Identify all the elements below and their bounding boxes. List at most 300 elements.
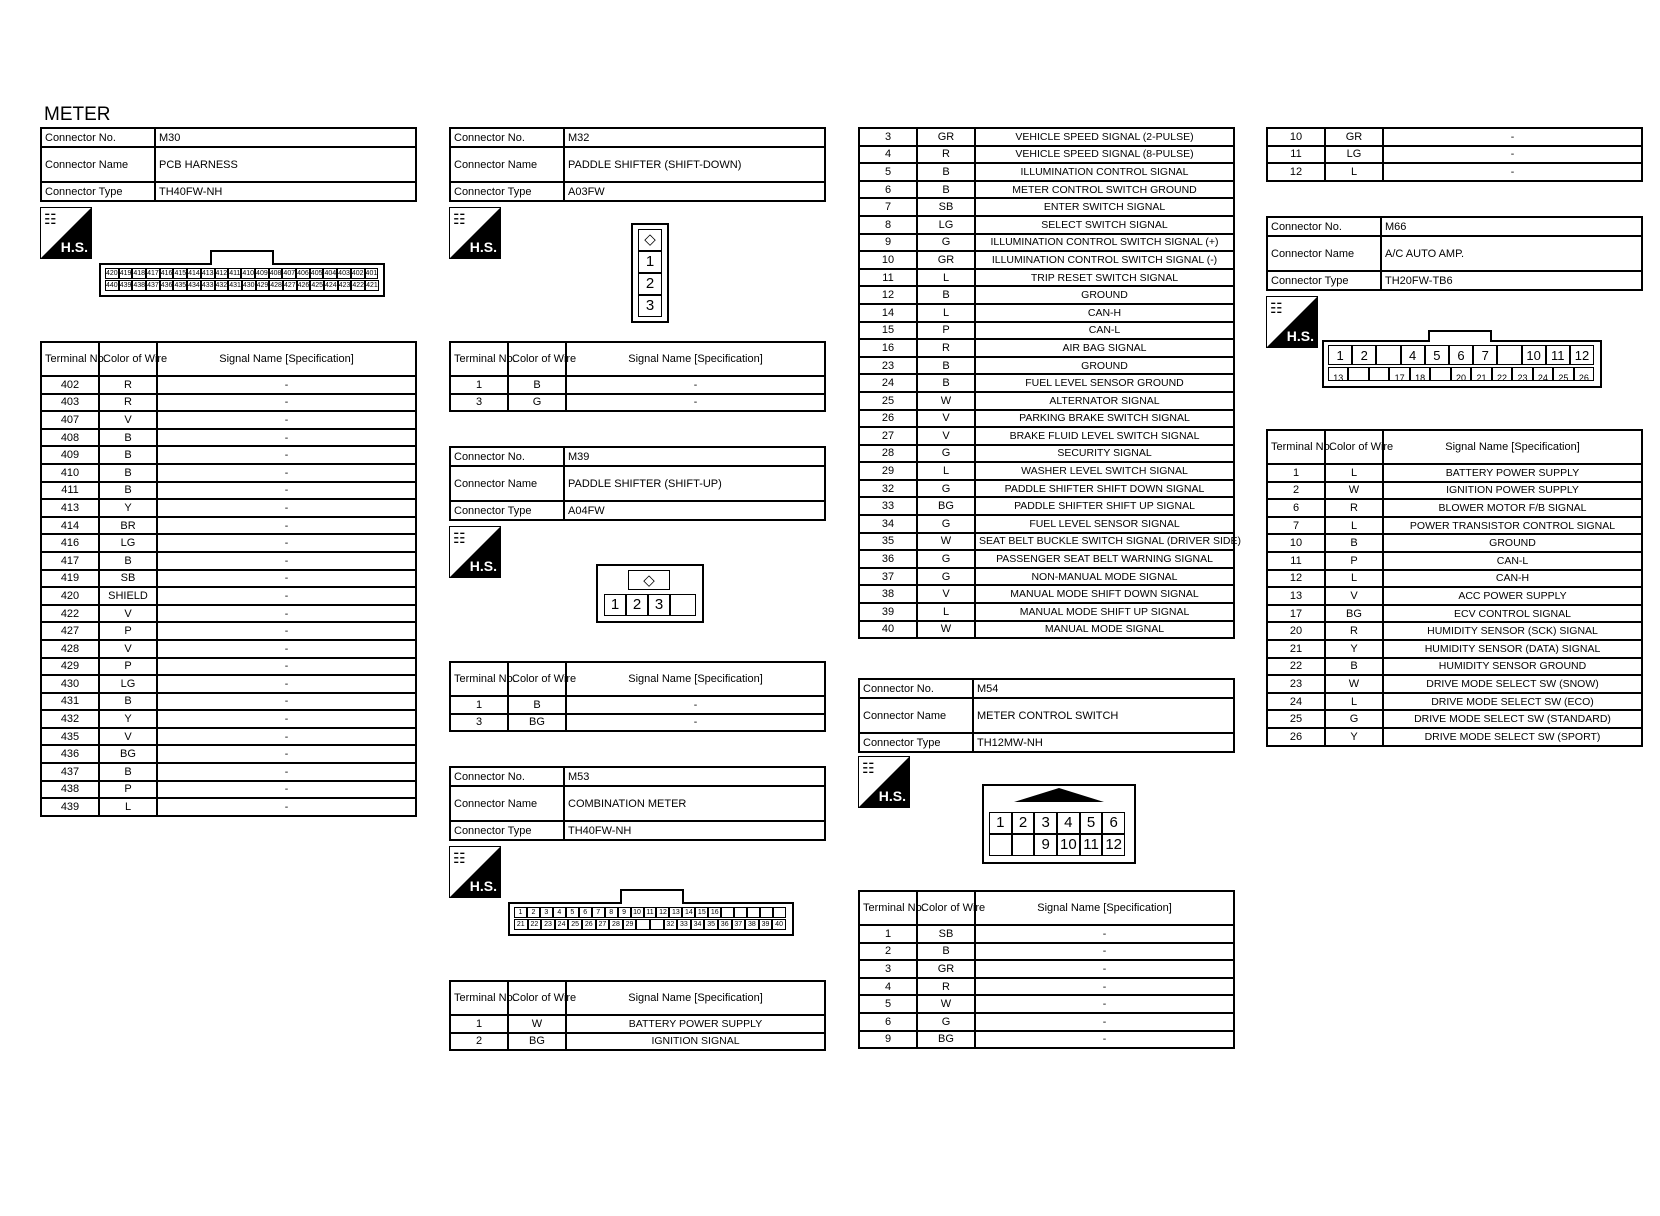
table-row — [450, 696, 825, 714]
harness-side-icon: ☷ H.S. — [449, 207, 501, 259]
table-row — [859, 128, 1234, 146]
table-row — [1267, 640, 1642, 658]
table-row — [859, 995, 1234, 1013]
pin: 401 — [365, 270, 378, 277]
table-row — [1267, 570, 1642, 588]
table-row — [859, 925, 1234, 943]
pin: 417 — [147, 270, 159, 277]
pin: 429 — [256, 282, 269, 289]
table-row — [41, 781, 416, 799]
table-row — [859, 515, 1234, 533]
signal-name: - — [157, 570, 416, 588]
signal-name: ECV CONTROL SIGNAL — [1383, 605, 1642, 623]
pin: 4 — [553, 907, 566, 918]
pin: 29 — [623, 919, 637, 930]
terminal-no: 416 — [41, 534, 99, 552]
terminal-no: 2 — [1267, 482, 1325, 500]
terminal-no-header: Terminal No. — [450, 662, 508, 696]
terminal-table-m66 — [1266, 429, 1643, 747]
wire-color: BG — [1325, 605, 1383, 623]
pin: 21 — [1471, 367, 1491, 381]
pin: 32 — [664, 919, 678, 930]
wire-color: G — [917, 550, 975, 568]
signal-name: - — [157, 394, 416, 412]
signal-name: AIR BAG SIGNAL — [975, 339, 1234, 357]
pin: 2 — [527, 907, 540, 918]
wire-color: BG — [917, 497, 975, 515]
harness-side-icon: ☷ H.S. — [449, 526, 501, 578]
terminal-no: 25 — [859, 392, 917, 410]
signal-name: - — [566, 714, 825, 732]
wire-color: GR — [917, 128, 975, 146]
pin: 11 — [644, 907, 657, 918]
terminal-no: 402 — [41, 376, 99, 394]
terminal-table-m53-continued — [858, 127, 1241, 639]
connector-face-m32 — [631, 223, 669, 323]
connector-info-m39 — [449, 446, 826, 521]
pin: 4 — [1401, 345, 1425, 365]
pin — [1430, 367, 1450, 381]
terminal-no: 27 — [859, 427, 917, 445]
terminal-no: 38 — [859, 585, 917, 603]
pin: 404 — [324, 270, 337, 277]
pin: 421 — [366, 282, 378, 289]
table-row — [859, 445, 1234, 463]
table-row — [41, 763, 416, 781]
signal-name: - — [157, 587, 416, 605]
pin: 11 — [1546, 345, 1570, 365]
signal-name: CAN-H — [975, 304, 1234, 322]
signal-name: VEHICLE SPEED SIGNAL (2-PULSE) — [975, 128, 1234, 146]
terminal-no: 420 — [41, 587, 99, 605]
pin: 12 — [1570, 345, 1594, 365]
connector-name-label: Connector Name — [859, 698, 973, 733]
pin: 24 — [555, 919, 569, 930]
signal-name: SECURITY SIGNAL — [975, 445, 1234, 463]
table-row — [1267, 675, 1642, 693]
wire-color: R — [1325, 499, 1383, 517]
pin: 409 — [256, 270, 268, 277]
signal-name: MANUAL MODE SHIFT UP SIGNAL — [975, 603, 1234, 621]
table-row — [859, 1031, 1234, 1049]
pin: 407 — [283, 270, 296, 277]
key-marker — [1014, 788, 1104, 802]
pin: 17 — [1389, 367, 1409, 381]
pin: 20 — [1451, 367, 1471, 381]
terminal-no: 3 — [450, 394, 508, 412]
terminal-no: 11 — [1267, 552, 1325, 570]
terminal-no: 7 — [1267, 517, 1325, 535]
terminal-no: 10 — [1267, 534, 1325, 552]
pin: 1 — [638, 251, 662, 273]
pin: 24 — [1533, 367, 1553, 381]
wire-color: B — [917, 163, 975, 181]
connector-no-value: M32 — [564, 128, 825, 147]
pin: 414 — [188, 270, 200, 277]
pin: 22 — [1492, 367, 1512, 381]
signal-name: PADDLE SHIFTER SHIFT DOWN SIGNAL — [975, 480, 1234, 498]
table-row — [859, 374, 1234, 392]
wire-color: LG — [917, 216, 975, 234]
pin: 9 — [1034, 834, 1057, 856]
terminal-no: 5 — [859, 995, 917, 1013]
connector-name-label: Connector Name — [450, 466, 564, 501]
terminal-no: 407 — [41, 411, 99, 429]
wire-color: R — [917, 146, 975, 164]
signal-name: ILLUMINATION CONTROL SIGNAL — [975, 163, 1234, 181]
connector-no-value: M53 — [564, 767, 825, 786]
table-row — [41, 570, 416, 588]
signal-name: DRIVE MODE SELECT SW (STANDARD) — [1383, 710, 1642, 728]
connector-info-m54 — [858, 678, 1235, 753]
connector-type-value: A03FW — [564, 182, 825, 201]
wire-color: Y — [99, 710, 157, 728]
wire-color: G — [1325, 710, 1383, 728]
terminal-no: 15 — [859, 322, 917, 340]
wire-color: L — [99, 798, 157, 816]
connector-name-value: METER CONTROL SWITCH — [973, 698, 1234, 733]
terminal-no: 14 — [859, 304, 917, 322]
terminal-no: 419 — [41, 570, 99, 588]
terminal-no: 36 — [859, 550, 917, 568]
wire-color: GR — [1325, 128, 1383, 146]
pin: 3 — [1034, 812, 1057, 834]
terminal-no: 427 — [41, 622, 99, 640]
connector-latch — [620, 889, 684, 904]
signal-name: GROUND — [1383, 534, 1642, 552]
connector-face-m66 — [1322, 340, 1602, 388]
table-row — [1267, 552, 1642, 570]
signal-name: - — [157, 622, 416, 640]
wire-color: G — [917, 1013, 975, 1031]
signal-name-header: Signal Name [Specification] — [1383, 430, 1642, 464]
wire-color: L — [1325, 464, 1383, 482]
wire-color: L — [917, 603, 975, 621]
signal-name: SEAT BELT BUCKLE SWITCH SIGNAL (DRIVER SIDE) — [975, 533, 1234, 551]
signal-name: - — [1383, 146, 1642, 164]
wire-color: B — [99, 464, 157, 482]
pin-empty — [670, 594, 696, 616]
signal-name-header: Signal Name [Specification] — [566, 342, 825, 376]
signal-name: VEHICLE SPEED SIGNAL (8-PULSE) — [975, 146, 1234, 164]
pin: 432 — [215, 282, 228, 289]
table-row — [1267, 587, 1642, 605]
wire-color: R — [917, 339, 975, 357]
signal-name: BATTERY POWER SUPPLY — [1383, 464, 1642, 482]
pin: 38 — [745, 919, 759, 930]
pin: 2 — [626, 594, 648, 616]
wire-color: L — [917, 269, 975, 287]
terminal-no: 3 — [859, 960, 917, 978]
table-row — [1267, 534, 1642, 552]
wire-color: Y — [99, 499, 157, 517]
terminal-no: 25 — [1267, 710, 1325, 728]
table-row — [859, 621, 1234, 639]
wire-color: B — [917, 943, 975, 961]
terminal-no: 9 — [859, 1031, 917, 1049]
pin: 22 — [528, 919, 542, 930]
wire-color: SB — [99, 570, 157, 588]
wire-color-header: Color of Wire — [1325, 430, 1383, 464]
table-row — [41, 745, 416, 763]
pin — [1012, 834, 1035, 856]
terminal-no: 1 — [450, 1015, 508, 1033]
pin: 440 — [106, 282, 118, 289]
terminal-table-m39 — [449, 661, 826, 732]
signal-name: ALTERNATOR SIGNAL — [975, 392, 1234, 410]
connector-type-label: Connector Type — [450, 501, 564, 520]
wire-color: GR — [917, 251, 975, 269]
signal-name: - — [157, 781, 416, 799]
pin: 405 — [310, 270, 323, 277]
table-row — [1267, 499, 1642, 517]
pin: 34 — [691, 919, 705, 930]
terminal-no: 40 — [859, 621, 917, 639]
pin: 26 — [582, 919, 596, 930]
connector-latch — [1428, 330, 1492, 342]
table-row — [859, 198, 1234, 216]
connector-face-m54 — [982, 784, 1136, 864]
table-row — [41, 693, 416, 711]
signal-name: GROUND — [975, 357, 1234, 375]
pin: 26 — [1574, 367, 1594, 381]
table-row — [1267, 605, 1642, 623]
table-row — [41, 376, 416, 394]
signal-name: - — [157, 482, 416, 500]
table-row — [41, 429, 416, 447]
table-row — [41, 552, 416, 570]
signal-name: - — [157, 745, 416, 763]
pin: 406 — [297, 270, 309, 277]
table-row — [859, 603, 1234, 621]
terminal-no: 411 — [41, 482, 99, 500]
terminal-no: 2 — [450, 1033, 508, 1051]
wire-color: SB — [917, 925, 975, 943]
pin: 425 — [311, 282, 323, 289]
signal-name: - — [975, 960, 1234, 978]
wire-color-header: Color of Wire — [508, 342, 566, 376]
table-row — [1267, 658, 1642, 676]
connector-info-m30 — [40, 127, 417, 202]
table-row — [1267, 163, 1642, 181]
connector-latch — [210, 250, 274, 265]
connector-no-label: Connector No. — [450, 128, 564, 147]
pin: 1 — [1328, 345, 1352, 365]
pin: 23 — [1512, 367, 1532, 381]
terminal-no-header: Terminal No. — [450, 342, 508, 376]
terminal-no: 436 — [41, 745, 99, 763]
pin: 411 — [229, 270, 241, 277]
table-row — [41, 446, 416, 464]
terminal-no: 1 — [450, 696, 508, 714]
terminal-no: 4 — [859, 146, 917, 164]
pin: 437 — [147, 282, 159, 289]
signal-name: - — [157, 640, 416, 658]
wire-color: B — [99, 482, 157, 500]
table-row — [859, 943, 1234, 961]
signal-name: PASSENGER SEAT BELT WARNING SIGNAL — [975, 550, 1234, 568]
table-row — [41, 517, 416, 535]
signal-name: - — [157, 446, 416, 464]
wire-color: G — [917, 234, 975, 252]
table-row — [859, 181, 1234, 199]
signal-name: HUMIDITY SENSOR (DATA) SIGNAL — [1383, 640, 1642, 658]
harness-side-icon: ☷ H.S. — [449, 846, 501, 898]
terminal-no: 16 — [859, 339, 917, 357]
terminal-no: 13 — [1267, 587, 1325, 605]
pin: 439 — [119, 282, 132, 289]
table-row — [1267, 128, 1642, 146]
pin: 2 — [1012, 812, 1035, 834]
wire-color: V — [917, 585, 975, 603]
pin: 2 — [1352, 345, 1376, 365]
connector-info-m32 — [449, 127, 826, 202]
wire-color: L — [1325, 570, 1383, 588]
terminal-no: 37 — [859, 568, 917, 586]
wire-color: V — [917, 410, 975, 428]
terminal-no: 17 — [1267, 605, 1325, 623]
wire-color: B — [1325, 534, 1383, 552]
signal-name: IGNITION SIGNAL — [566, 1033, 825, 1051]
pin: 6 — [1102, 812, 1125, 834]
signal-name: FUEL LEVEL SENSOR GROUND — [975, 374, 1234, 392]
table-row — [41, 728, 416, 746]
table-row — [1267, 146, 1642, 164]
terminal-no: 430 — [41, 675, 99, 693]
wire-color: P — [1325, 552, 1383, 570]
table-row — [859, 392, 1234, 410]
pin: 6 — [579, 907, 592, 918]
connector-name-value: PADDLE SHIFTER (SHIFT-UP) — [564, 466, 825, 501]
signal-name: PADDLE SHIFTER SHIFT UP SIGNAL — [975, 497, 1234, 515]
pin: 37 — [732, 919, 746, 930]
table-row — [450, 376, 825, 394]
terminal-no: 439 — [41, 798, 99, 816]
signal-name: - — [157, 534, 416, 552]
pin: 430 — [242, 282, 255, 289]
signal-name: DRIVE MODE SELECT SW (SPORT) — [1383, 728, 1642, 746]
signal-name: FUEL LEVEL SENSOR SIGNAL — [975, 515, 1234, 533]
connector-type-label: Connector Type — [450, 182, 564, 201]
pin: 12 — [1102, 834, 1125, 856]
pin: 13 — [669, 907, 682, 918]
pin: 1 — [989, 812, 1012, 834]
signal-name: SELECT SWITCH SIGNAL — [975, 216, 1234, 234]
table-row — [859, 410, 1234, 428]
pin — [636, 919, 650, 930]
terminal-no: 23 — [1267, 675, 1325, 693]
terminal-no: 8 — [859, 216, 917, 234]
terminal-no: 2 — [859, 943, 917, 961]
table-row — [859, 978, 1234, 996]
table-row — [859, 234, 1234, 252]
pin: 415 — [174, 270, 187, 277]
signal-name: DRIVE MODE SELECT SW (ECO) — [1383, 693, 1642, 711]
terminal-no-header: Terminal No. — [1267, 430, 1325, 464]
pin: 5 — [1080, 812, 1103, 834]
pin: 436 — [160, 282, 173, 289]
pin — [1369, 367, 1389, 381]
wire-color: V — [99, 411, 157, 429]
pin: 3 — [540, 907, 553, 918]
wire-color-header: Color of Wire — [508, 981, 566, 1015]
signal-name: - — [157, 763, 416, 781]
pin: 423 — [338, 282, 351, 289]
terminal-no: 29 — [859, 462, 917, 480]
pin: 426 — [297, 282, 310, 289]
signal-name-header: Signal Name [Specification] — [566, 981, 825, 1015]
pin: 10 — [1057, 834, 1080, 856]
signal-name-header: Signal Name [Specification] — [975, 891, 1234, 925]
table-row — [1267, 517, 1642, 535]
wire-color: P — [917, 322, 975, 340]
connector-no-value: M66 — [1381, 217, 1642, 236]
wire-color-header: Color of Wire — [508, 662, 566, 696]
terminal-table-m54 — [858, 890, 1235, 1049]
table-row — [41, 605, 416, 623]
wire-color: W — [917, 995, 975, 1013]
wire-color: G — [917, 568, 975, 586]
connector-no-value: M54 — [973, 679, 1234, 698]
signal-name: - — [566, 696, 825, 714]
terminal-no: 10 — [1267, 128, 1325, 146]
signal-name: IGNITION POWER SUPPLY — [1383, 482, 1642, 500]
table-row — [41, 411, 416, 429]
connector-type-value: TH40FW-NH — [155, 182, 416, 201]
table-row — [41, 640, 416, 658]
table-row — [859, 269, 1234, 287]
terminal-no: 4 — [859, 978, 917, 996]
signal-name: - — [157, 376, 416, 394]
signal-name: - — [157, 710, 416, 728]
table-row — [41, 482, 416, 500]
table-row — [1267, 622, 1642, 640]
connector-name-label: Connector Name — [41, 147, 155, 182]
pin: 9 — [618, 907, 631, 918]
terminal-no: 417 — [41, 552, 99, 570]
wire-color: G — [917, 515, 975, 533]
terminal-no: 1 — [450, 376, 508, 394]
terminal-no: 23 — [859, 357, 917, 375]
wire-color: R — [99, 394, 157, 412]
terminal-table-m54-continued — [1266, 127, 1643, 182]
table-row — [41, 394, 416, 412]
table-row — [859, 1013, 1234, 1031]
pin: 13 — [1328, 367, 1348, 381]
terminal-no: 12 — [859, 286, 917, 304]
terminal-no: 12 — [1267, 570, 1325, 588]
signal-name: ENTER SWITCH SIGNAL — [975, 198, 1234, 216]
connector-info-m66 — [1266, 216, 1643, 291]
signal-name: BRAKE FLUID LEVEL SWITCH SIGNAL — [975, 427, 1234, 445]
table-row — [859, 568, 1234, 586]
pin — [650, 919, 664, 930]
table-row — [859, 146, 1234, 164]
wire-color: R — [917, 978, 975, 996]
terminal-no: 20 — [1267, 622, 1325, 640]
key-marker: ◇ — [638, 229, 662, 251]
pin: 16 — [708, 907, 721, 918]
terminal-no: 12 — [1267, 163, 1325, 181]
wire-color: GR — [917, 960, 975, 978]
terminal-no: 5 — [859, 163, 917, 181]
table-row — [1267, 710, 1642, 728]
wire-color: L — [1325, 517, 1383, 535]
wire-color: SB — [917, 198, 975, 216]
terminal-no: 410 — [41, 464, 99, 482]
wire-color: LG — [99, 534, 157, 552]
pin: 35 — [704, 919, 718, 930]
